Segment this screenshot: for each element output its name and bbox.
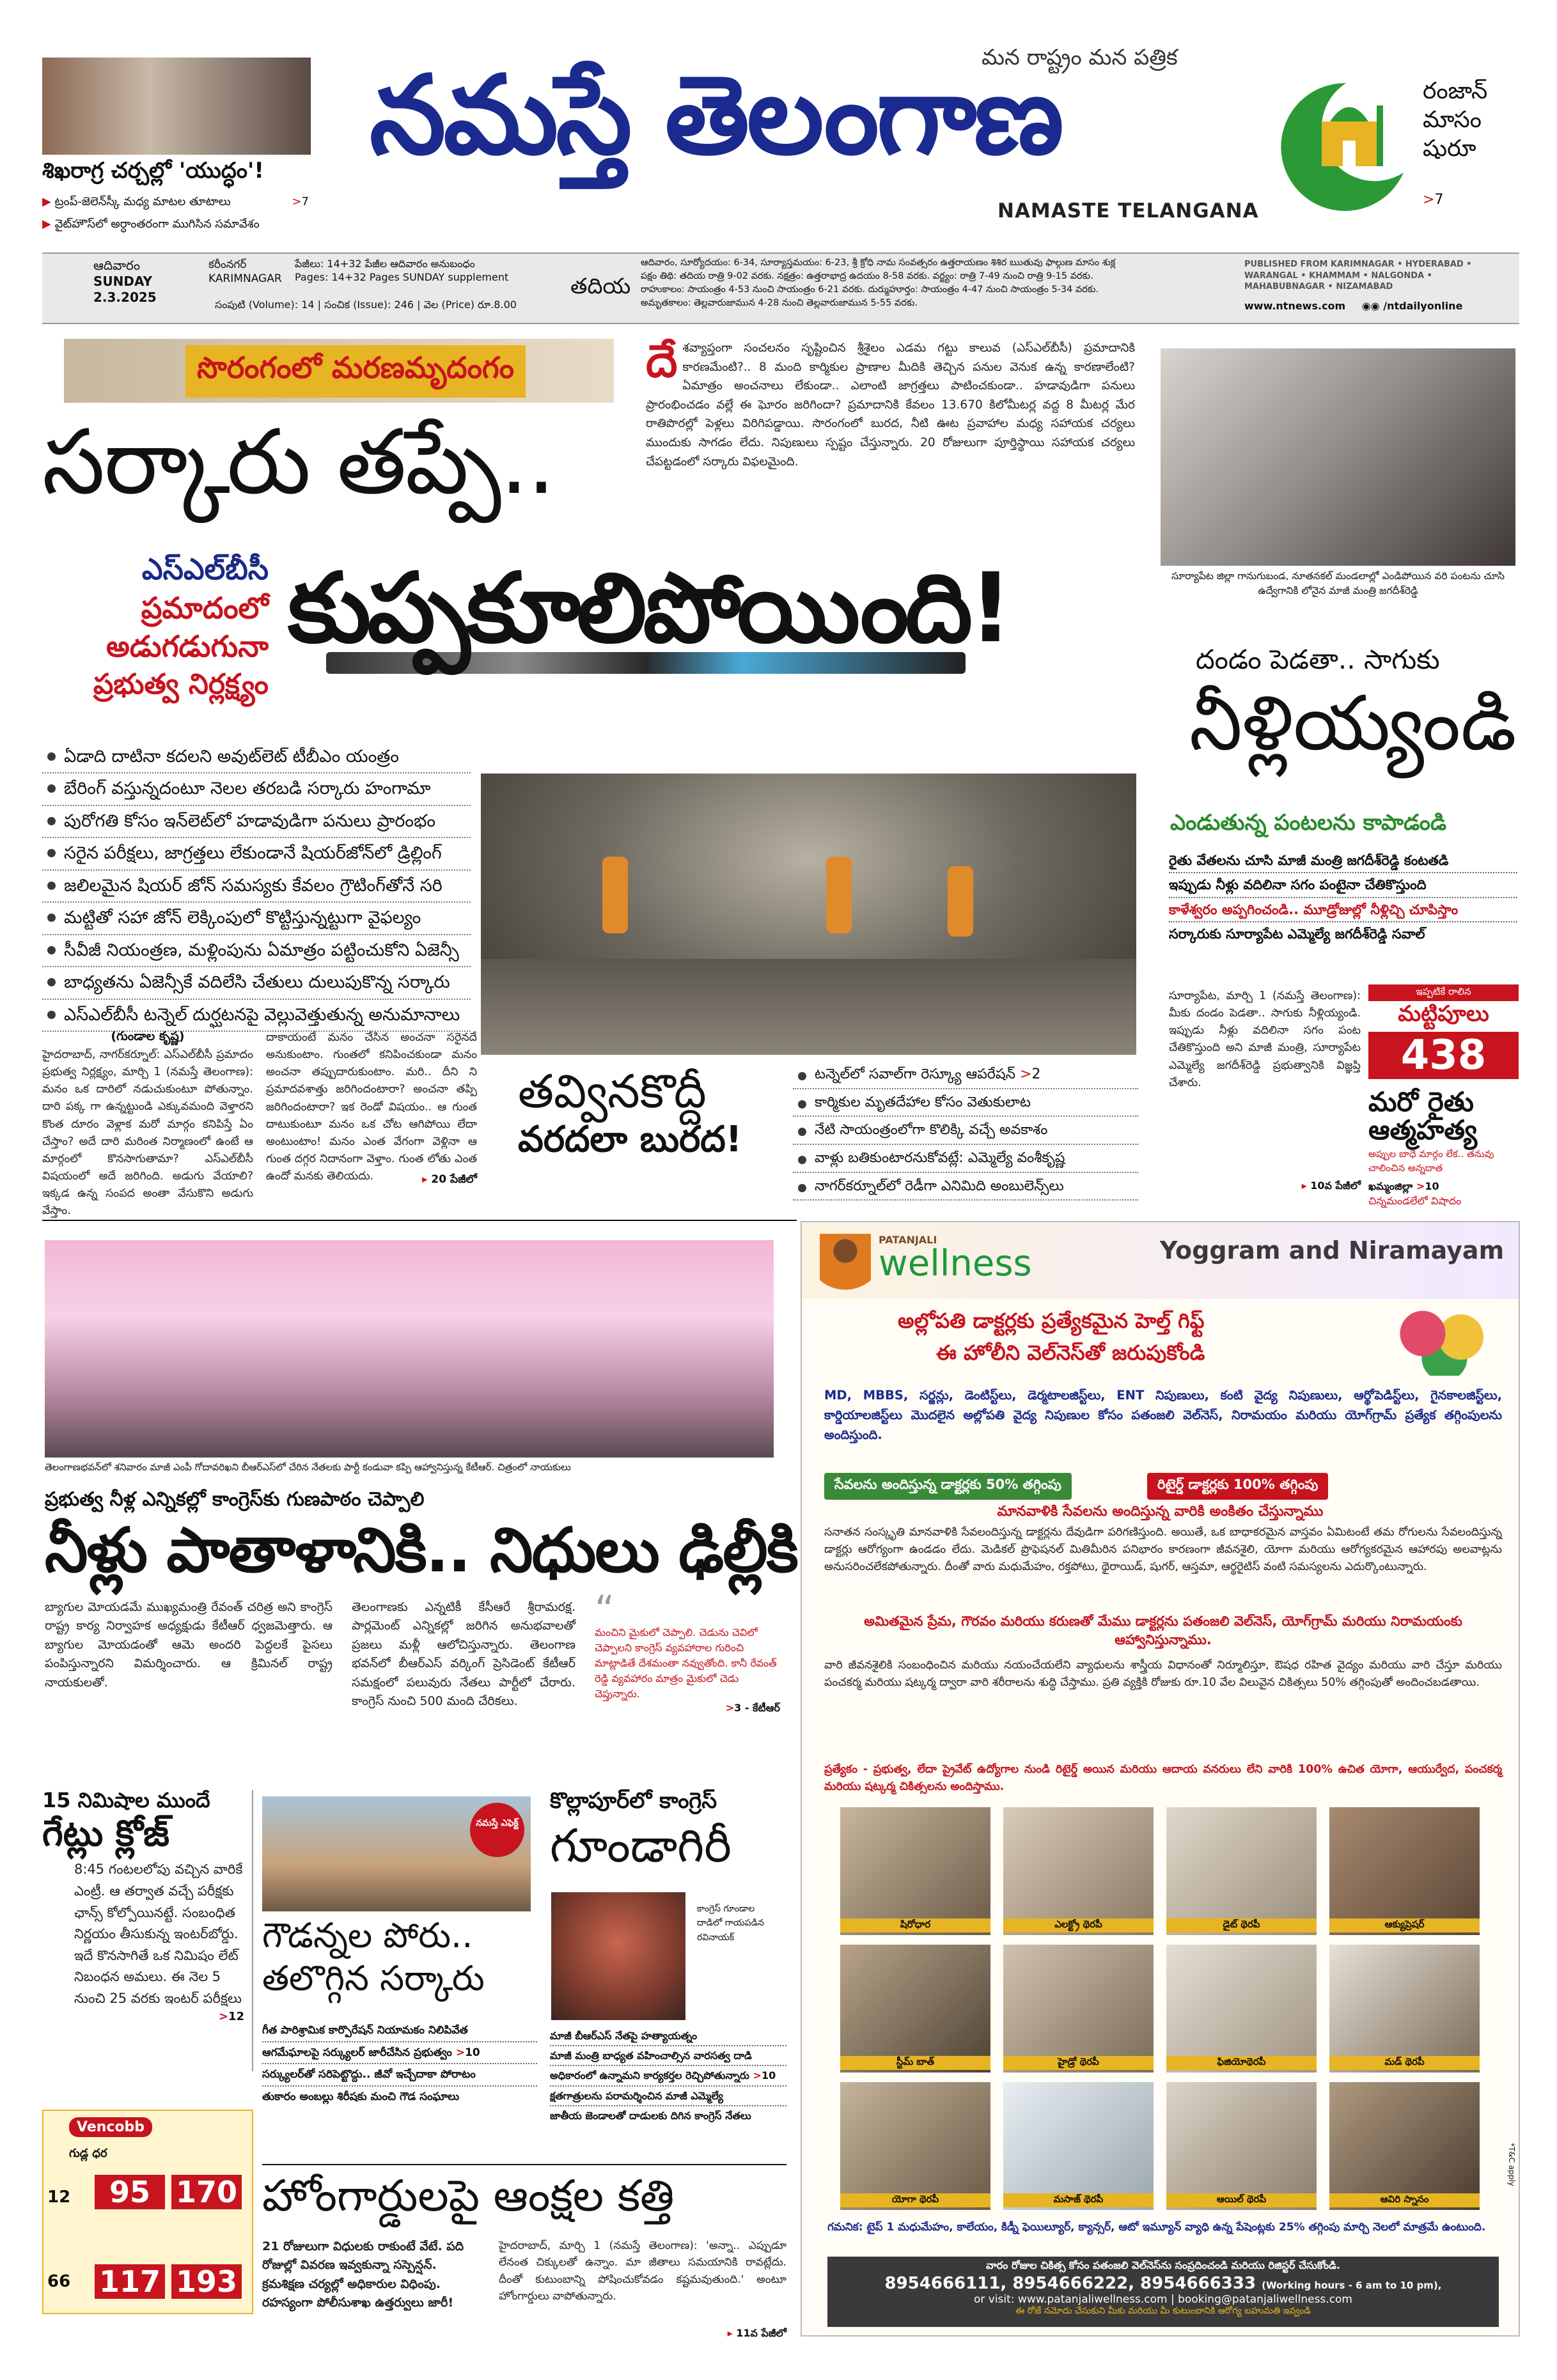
side-bullet: టన్నెల్‌లో సవాల్‌గా రెస్క్యూ ఆపరేషన్ >2	[793, 1061, 1138, 1089]
right-story-lines	[1169, 849, 1517, 946]
kolhapur-photo-caption: కాంగ్రెస్ గూండాల దాడిలో గాయపడిన రవినాయక్	[697, 1904, 764, 1943]
therapy-tile: మసాజ్ థెరపీ	[1003, 2082, 1154, 2210]
info-panchang: ఆదివారం, సూర్యోదయం: 6-34, సూర్యాస్తమయం: 6-23, శ్రీ క్రోధి నామ సంవత్సరం ఉత్తరాయణం శిశిర ఋతువు ఫాల్గుణ మాసం శుక్ల పక్షం తిథి: తదియ రాత్రి 9-02 వరకు. నక్షత్రం: ఉత్తరాభాద్ర ఉదయం 8-58 వరకు. వర్జ్యం: రాత్రి 7-49 నుంచి రాత్రి 9-15 వరకు. రాహుకాలం: సాయంత్రం 4-53 నుంచి సాయంత్రం 6-21 వరకు. దుర్ముహూర్తం: సాయంత్రం 4-47 నుంచి సాయంత్రం 5-34 వరకు. అమృతకాలం: తెల్లవారుజామున 4-28 నుంచి తెల్లవారుజామున 5-55 వరకు.	[641, 258, 1116, 309]
goudanna-line: తుకారం అంబల్లు శిరీషకు మంచి గౌడ సంఘాలు	[262, 2090, 460, 2103]
ad-pill-1: సేవలను అందిస్తున్న డాక్టర్లకు 50% తగ్గింపు	[824, 1473, 1072, 1500]
mosque-icon	[1276, 77, 1416, 217]
lead-bullet: మట్టితో సహా జోన్ లెక్కింపులో కొట్టిస్తున్నట్టుగా వైఫల్యం	[42, 903, 471, 935]
kolhapur-photo	[551, 1892, 685, 2020]
lead-continue[interactable]: ▸ 20 పేజీలో	[421, 1173, 477, 1186]
ad-title: Yoggram and Niramayam	[1160, 1236, 1505, 1264]
ad-para3: వారి జీవనశైలికి సంబంధించిన మరియు నయంచేయలేని వ్యాధులను శాస్త్రీయ విధానంతో నిర్మూలిస్తూ, ఔషధ రహిత వైద్యం మరియు వారి చేస్తూ మరియు పంచకర్మ మరియు షట్కర్మ ద్వారా వారి శరీరాలను శుద్ధి చేస్తాము. ప్రతి వ్యక్తికి రోజుకు రూ.10 వేల విలువైన చికిత్సలు 50% తగ్గింపుతో అందించబడతాయి.	[824, 1659, 1502, 1690]
brs-body	[45, 1587, 780, 1790]
ad-para4: ప్రత్యేకం - ప్రభుత్వ, లేదా ప్రైవేట్ ఉద్యోగాల నుండి రిటైర్డ్ అయిన మరియు ఆదాయ వనరులు లేని వారికి 100% ఉచిత యోగా, ఆయుర్వేద, పంచకర్మ మరియు షట్కర్మ చికిత్సలను అందిస్తాము.	[824, 1763, 1502, 1794]
brs-photo	[45, 1240, 774, 1458]
kolhapur-line: అధికారంలో ఉన్నామని కార్యకర్తల రెచ్చిపోతున్నారు >10	[550, 2066, 786, 2086]
info-pages: పేజీలు: 14+32 పేజీల ఆదివారం అనుబంధం Pages: 14+32 Pages SUNDAY supplement	[295, 258, 509, 283]
gates-box: 15 నిమిషాల ముందే గేట్లు క్లోజ్ 8:45 గంటలలోపు వచ్చిన వారికే ఎంట్రీ. ఆ తర్వాత వచ్చే పరీక్షకు ఛాన్స్ కోల్పోయినట్టే. సంబంధిత నిర్ణయం తీసుకున్న ఇంటర్‌బోర్డు. ఇదే కొనసాగితే ఒక నిమిషం లేట్ నిబంధన అమలు. ఈ నెల 5 నుంచి 25 వరకు ఇంటర్ పరీక్షలు >12	[42, 1790, 253, 2071]
ad-sub-1: మానవాళికి సేవలను అందిస్తున్న వారికి అంకితం చేస్తున్నాము	[997, 1504, 1324, 1520]
lead-bullet: సరైన పరీక్షలు, జాగ్రత్తలు లేకుండానే షియర్‌జోన్‌లో డ్రిల్లింగ్	[42, 838, 471, 870]
lead-body-col1: హైదరాబాద్, నాగర్‌కర్నూల్: ఎస్‌ఎల్‌బీసీ ప్రమాదం ప్రభుత్వ నిర్లక్ష్యం, మార్చి 1 (నమస్తే తెలంగాణ): మనం ఒక దారిలో నడుచుకుంటూ పోతున్నాం. దారి పక్క గా ఉన్నట్టుండి ఎక్కువమంది వెళ్తారని కొంత దూరం వెళ్లాక మరో మార్గం కనిపిస్తే ఏం చేస్తాం? అదే దారి మరింత నిర్మాణంలో ఉంటే ఆ మార్గంలో కొనసాగుతామా? ఎస్‌ఎల్‌బీసీ విషయంలో అదే జరిగింది. అడుగు వేయాలి? ఇక్కడ ఉన్న సంపద అంతా వేసుకొని అడుగు వేస్తాం.	[42, 1048, 253, 1218]
phone-numbers[interactable]: 8954666111, 8954666222, 8954666333	[884, 2274, 1256, 2293]
lead-bullet: ఎస్‌ఎల్‌బీసీ టన్నెల్ దుర్ఘటనపై వెల్లువెత్తుతున్న అనుమానాలు	[42, 1000, 471, 1032]
lead-bullets	[42, 742, 471, 1032]
masthead-title[interactable]: నమస్తే తెలంగాణ	[370, 52, 1061, 179]
lead-kicker	[64, 339, 614, 403]
kolhapur-kicker: కొల్లాపూర్‌లో కాంగ్రెస్	[550, 1788, 717, 1814]
ad-headline-2: ఈ హోలీని వెల్‌నెస్‌తో జరుపుకోండి	[936, 1341, 1205, 1365]
lead-bullet: జలిలమైన షియర్ జోన్ సమస్యకు కేవలం గ్రౌటింగ్‌తోనే సరి	[42, 871, 471, 903]
lead-intro-text: శవ్యాప్తంగా సంచలనం సృష్టించిన శ్రీశైలం ఎడమ గట్టు కాలువ (ఎస్‌ఎల్‌బీసీ) ప్రమాదానికి కారణమేంటి?.. 8 మంది కార్మికుల ప్రాణాల మీదికి తెచ్చిన పనుల వెనుక ఉన్న కారణాలేంటి? ఏమాత్రం అంచనాలు లేకుండా.. ఎలాంటి జాగ్రత్తలు పాటించకుండా.. హడావుడిగా పనులు ప్రారంభించడం వల్లే ఈ ఘోరం జరిగిందా? ప్రమాదానికి కేవలం 13.670 కిలోమీటర్ల వద్ద 8 మీటర్ల మేర రాతిపొరల్లో పెళ్లలు విరిగిపడ్డాయి. సొరంగంలో బురద, నీటి ఊట ప్రవాహాల మధ్య సహాయక చర్యలు ముందుకు సాగడం లేదు. నిపుణులు స్పష్టం చేస్తున్నారు. 20 రోజులుగా పూర్తిస్థాయి సహాయక చర్యలు చేపట్టడంలో సర్కారు విఫలమైంది.	[646, 341, 1135, 469]
teaser-headline[interactable]: శిఖరాగ్ర చర్చల్లో 'యుద్ధం'!	[42, 158, 264, 183]
teaser-line-2: ▶ వైట్‌హౌస్‌లో అర్ధాంతరంగా ముగిసిన సమావేశం	[42, 217, 260, 231]
brs-col2: తెలంగాణకు ఎన్నటికీ కేసీఆరే శ్రీరామరక్ష. పార్లమెంట్ ఎన్నికల్లో జరిగిన అనుభవాలతో ప్రజలు మళ్లీ ఆలోచిస్తున్నారు. తెలంగాణ భవన్‌లో బీఆర్ఎస్ వర్కింగ్ ప్రెసిడెంట్ కేటీఆర్ సమక్షంలో పలువురు నేతలు పార్టీలో చేరారు. కాంగ్రెస్ నుంచి 500 మంది చేరికలు.	[352, 1600, 575, 1709]
lead-headline-1[interactable]: సర్కారు తప్పే..	[42, 410, 554, 515]
lead-dropcap: దే	[646, 335, 678, 387]
goudanna-line: సర్క్యులర్‌తో సరిపెట్టొద్దు.. జీవో ఇచ్చేదాకా పోరాటం	[262, 2064, 537, 2087]
lead-bullet: బేరింగ్ వస్తున్నదంటూ నెలల తరబడి సర్కారు హంగామా	[42, 774, 471, 805]
section-divider	[42, 1220, 797, 1221]
ad-headline-1: అల్లోపతి డాక్టర్లకు ప్రత్యేకమైన హెల్త్ గిఫ్ట్	[898, 1309, 1205, 1333]
ramzan-label[interactable]: రంజాన్ మాసం షురూ	[1423, 78, 1488, 162]
ad-tc: *T&C apply	[1507, 2143, 1516, 2186]
info-day: ఆదివారం SUNDAY 2.3.2025	[93, 258, 157, 305]
therapy-tile: స్టీమ్ బాత్	[840, 1945, 990, 2073]
goudanna-badge: నమస్తే ఎఫెక్ట్	[470, 1803, 524, 1857]
masthead-tagline: మన రాష్ట్రం మన పత్రిక	[982, 45, 1178, 70]
lead-bullet: సీవీజీ నియంత్రణ, మళ్లింపును ఏమాత్రం పట్టించుకోని ఏజెన్సీ	[42, 935, 471, 967]
homeguards-col1: 21 రోజులుగా విధులకు రాకుంటే వేటే. పది రోజుల్లో వివరణ ఇవ్వకున్నా సస్పెన్షన్. క్రమశిక్షణ చర్యల్లో అధికారుల విధింపు. రహస్యంగా పోలీసుశాఖ ఉత్తర్వులు జారీ!	[262, 2239, 464, 2310]
kolhapur-lines	[550, 2026, 786, 2125]
brs-caption: తెలంగాణభవన్‌లో శనివారం మాజీ ఎంపీ గోదావరిఖని బీఆర్ఎస్‌లో చేరిన నేతలకు పార్టీ కండువా కప్పి ఆహ్వానిస్తున్న కేటీఆర్. చిత్రంలో నాయకులు	[45, 1461, 571, 1473]
masthead	[0, 0, 1557, 253]
side-bullet: నాగర్‌కర్నూల్‌లో రెడీగా ఎనిమిది అంబులెన్స్‌లు	[793, 1173, 1138, 1201]
goudanna-line: ఆగమేఘాలపై సర్క్యులర్ జారీచేసిన ప్రభుత్వం >10	[262, 2042, 537, 2065]
lead-byline: (గుండాల కృష్ణ)	[111, 1029, 185, 1043]
therapy-tile: ఫిజియోథెరపీ	[1166, 1945, 1317, 2073]
lead-side-bullets	[793, 1061, 1138, 1201]
goudanna-headline[interactable]: గౌడన్నల పోరు.. తలొగ్గిన సర్కారు	[262, 1915, 485, 1998]
yogi-icon	[820, 1234, 871, 1291]
right-story-body: సూర్యాపేట, మార్చి 1 (నమస్తే తెలంగాణ): మీకు దండం పెడతా.. సాగుకు నీళ్లియ్యండి. ఇప్పుడు నీళ్లు వదిలినా సగం పంట చేతికొస్తుంది అని మాజీ మంత్రి, సూర్యాపేట ఎమ్మెల్యే జగదీశ్‌రెడ్డి ప్రభుత్వానికి విజ్ఞప్తి చేశారు. ▸ 10వ పేజీలో	[1169, 990, 1361, 1192]
egg-v4: 193	[171, 2264, 242, 2299]
egg-v2: 170	[171, 2175, 242, 2209]
egg-v1: 95	[95, 2175, 165, 2209]
right-story-subhead: ఎండుతున్న పంటలను కాపాడండి	[1170, 810, 1447, 836]
homeguards-rule	[262, 2164, 786, 2165]
egg-price-box: Vencobb గుడ్ల ధర 12 95 170 66 117 193	[42, 2110, 253, 2314]
homeguards-headline[interactable]: హోంగార్డులపై ఆంక్షల కత్తి	[262, 2171, 675, 2221]
side-bullet: కార్మికుల మృతదేహాల కోసం వెతుకులాట	[793, 1089, 1138, 1117]
kolhapur-headline[interactable]: గూండాగిరీ	[550, 1819, 732, 1872]
right-story-photo	[1161, 348, 1515, 566]
teaser-line-1: ▶ ట్రంప్-జెలెన్‌స్కీ మధ్య మాటల తూటాలు >7	[42, 195, 309, 208]
therapy-tile: ఆయిల్ థెరపీ	[1166, 2082, 1317, 2210]
info-volume: సంపుటి (Volume): 14 | సంచిక (Issue): 246 | వెల (Price) రూ.8.00	[215, 299, 517, 311]
stat-value: 438	[1368, 1032, 1519, 1079]
side-bullet: నేటి సాయంత్రంలోగా కొలిక్కి వచ్చే అవకాశం	[793, 1117, 1138, 1145]
brs-col1: బ్యాగుల మోయడమే ముఖ్యమంత్రి రేవంత్ చరిత్ర అని కాంగ్రెస్ రాష్ట్ర కార్య నిర్వాహక అధ్యక్షుడు కేటీఆర్ ధ్వజమెత్తారు. ఆ బ్యాగుల మోయడంతో ఆమె అందరి పెద్దలకే పైసలు పంపిస్తున్నారని విమర్శించారు. ఆ క్రిమినల్ రాష్ట్ర నాయకులతో.	[45, 1600, 333, 1690]
therapy-tile: షిరోధార	[840, 1807, 990, 1935]
brs-kicker: ప్రభుత్వ నీళ్ల ఎన్నికల్లో కాంగ్రెస్‌కు గుణపాఠం చెప్పాలి	[45, 1488, 425, 1511]
lead-side-title: ఎస్‌ఎల్‌బీసీ ప్రమాదంలో అడుగడుగునా ప్రభుత్వ నిర్లక్ష్యం	[93, 552, 269, 701]
masthead-title-en: NAMASTE TELANGANA	[998, 199, 1259, 222]
teaser-photo	[42, 58, 311, 155]
homeguards-col2: హైదరాబాద్, మార్చి 1 (నమస్తే తెలంగాణ): 'అన్నా.. ఎప్పుడూ లేనంత చిక్కులతో ఉన్నాం. మా జీతాలు సమయానికి రావట్లేదు. దీంతో కుటుంబాన్ని పోషించుకోవడం కష్టమవుతుంది.' అంటూ హోంగార్డులు వాపోతున్నారు. ▸ 11వ పేజీలో	[499, 2239, 786, 2339]
therapy-tile: ఆక్యుప్రెషర్	[1329, 1807, 1480, 1935]
wellness-ad[interactable]	[801, 1221, 1520, 2337]
therapy-tile: ఆవిరి స్నానం	[1329, 2082, 1480, 2210]
ad-para2: సనాతన సంస్కృతి మానవాళికి సేవలందిస్తున్న డాక్టర్లను దేవుడిగా పరిగణిస్తుంది. అయితే, ఒక బాధాకరమైన వాస్తవం ఏమిటంటే తమ రోగులను సేవలందిస్తున్న డాక్టర్లు ఆరోగ్యంగా ఉండడం లేదు. మెడికల్ ప్రొఫెషనల్ మితిమీరిన పనిభారం కారణంగా జీవనశైలి, యోగా మరియు ఆరోగ్యకరమైన ఆహారపు అలవాట్లను అనుసరించలేకపోతున్నారు. దీంతో వారు మధుమేహం, రక్తపోటు, థైరాయిడ్, షుగర్, ఆస్తమా, ఆర్థరైటిస్ వంటి సమస్యలను ఎదుర్కొంటున్నారు.	[824, 1526, 1502, 1574]
right-line: రైతు వేతలను చూసి మాజీ మంత్రి జగదీశ్‌రెడ్డి కంటతడి	[1169, 849, 1517, 873]
right-line: ఇప్పుడు నీళ్లు వదిలినా సగం పంటైనా చేతికొస్తుంది	[1169, 873, 1517, 898]
therapy-tile: మడ్ థెరపీ	[1329, 1945, 1480, 2073]
ad-contact: వారం రోజుల చికిత్స కోసం పతంజలి వెల్‌నెస్‌ను సంప్రదించండి మరియు రిజిస్టర్ చేసుకోండి. 8954666111, 8954666222, 8954666333 (Working hours - 6 am to 10 pm), or visit: www.patanjaliwellness.com | booking@patanjaliwellness.com ఈ రోజే నమోదు చేసుకుని మీకు మరియు మీ కుటుంబానికి ఆరోగ్య బహుమతి ఇవ్వండి	[827, 2257, 1499, 2327]
gates-body: 8:45 గంటలలోపు వచ్చిన వారికే ఎంట్రీ. ఆ తర్వాత వచ్చే పరీక్షకు ఛాన్స్ కోల్పోయినట్టే. సంబంధిత నిర్ణయం తీసుకున్న ఇంటర్‌బోర్డు. ఇదే కొనసాగితే ఒక నిమిషం లేట్ నిబంధన అమలు. ఈ నెల 5 నుంచి 25 వరకు ఇంటర్ పరీక్షలు	[74, 1862, 243, 2006]
gates-headline[interactable]: గేట్లు క్లోజ్	[42, 1812, 169, 1855]
therapy-tile: యోగా థెరపీ	[840, 2082, 990, 2210]
therapy-tile: డైట్ థెరపీ	[1166, 1807, 1317, 1935]
lead-bullet: ఏడాది దాటినా కదలని అవుట్‌లెట్ టీబీఎం యంత్రం	[42, 742, 471, 774]
side-bullet: వాళ్లు బతికుంటారనుకోవట్లే: ఎమ్మెల్యే వంశీకృష్ణ	[793, 1145, 1138, 1173]
lead-body	[42, 1029, 477, 1218]
goudanna-lines	[262, 2020, 537, 2108]
kolhapur-line: మాజీ మంత్రి బాధ్యత వహించాల్సిన వారసత్వ దాడి	[550, 2046, 786, 2066]
lead-headline-2[interactable]: కుప్పకూలిపోయింది!	[288, 556, 1145, 748]
info-tithi: తదియ	[570, 274, 631, 299]
lead-bullet: పురోగతి కోసం ఇన్‌లెట్‌లో హడావుడిగా పనులు ప్రారంభం	[42, 806, 471, 838]
right-story-headline[interactable]: నీళ్లియ్యండి	[1189, 679, 1517, 767]
egg-brand: Vencobb	[69, 2117, 152, 2137]
lead-intro	[646, 335, 1135, 550]
info-published: PUBLISHED FROM KARIMNAGAR • HYDERABAD • WARANGAL • KHAMMAM • NALGONDA • MAHABUBNAGAR • NIZAMABAD	[1244, 260, 1472, 292]
stat-box: ఇప్పటికే రాలిన మట్టిపూలు 438 మరో రైతు ఆత్మహత్య అప్పుల బాధే మార్గం లేక.. తనువు చాలించిన అన్నదాత ఖమ్మంజిల్లా >10 చిన్నమండలేలో విషాదం	[1368, 984, 1519, 1209]
therapy-tile: హైడ్రో థెరపీ	[1003, 1945, 1154, 2073]
kolhapur-line: జాతీయ జెండాలతో దాడులకు దిగిన కాంగ్రెస్ నేతలు	[550, 2109, 751, 2122]
tunnel-photo	[481, 774, 1136, 1055]
ad-para1: MD, MBBS, సర్జన్లు, డెంటిస్ట్‌లు, డెర్మటాలజిస్ట్‌లు, ENT నిపుణులు, కంటి వైద్య నిపుణులు, ఆర్థోపెడిస్ట్‌లు, గైనకాలజిస్ట్‌లు, కార్డియాలజిస్ట్‌లు మొదలైన అల్లోపతి వైద్య నిపుణుల కోసం పతంజలి వెల్‌నెస్, నిరామయం మరియు యోగ్‌గ్రామ్ ప్రత్యేక తగ్గింపులను అందిస్తుంది.	[824, 1388, 1502, 1443]
right-story-caption: సూర్యాపేట జిల్లా గానుగుబండ, నూతనకల్ మండలాల్లో ఎండిపోయిన వరి పంటను చూసి ఉద్వేగానికి లోనైన మాజీ మంత్రి జగదీశ్‌రెడ్డి	[1171, 570, 1505, 597]
therapy-grid	[840, 1807, 1483, 2216]
brs-headline[interactable]: నీళ్లు పాతాళానికి.. నిధులు ఢిల్లీకి	[45, 1514, 797, 1586]
info-bar	[42, 253, 1519, 324]
ad-pill-2: రిటైర్డ్ డాక్టర్లకు 100% తగ్గింపు	[1147, 1473, 1328, 1500]
lead-bullet: బాధ్యతను ఏజెన్సీకే వదిలేసి చేతులు దులుపుకొన్న సర్కారు	[42, 967, 471, 999]
right-line: సర్కారుకు సూర్యాపేట ఎమ్మెల్యే జగదీశ్‌రెడ్డి సవాల్	[1169, 926, 1425, 942]
gates-kicker: 15 నిమిషాల ముందే	[42, 1788, 210, 1812]
kolhapur-line: క్షతగాత్రులను పరామర్శించిన మాజీ ఎమ్మెల్యే	[550, 2087, 786, 2106]
ramzan-page: >7	[1423, 192, 1444, 208]
lead-subhead: తవ్వినకొద్దీ వరదలా బురద!	[518, 1064, 742, 1160]
info-website[interactable]: www.ntnews.com ◉◉ /ntdailyonline	[1244, 300, 1463, 312]
right-line: కాళేశ్వరం అప్పగించండి.. మూడ్రోజుల్లో నీళ్లిచ్చి చూపిస్తాం	[1169, 898, 1517, 922]
therapy-tile: ఎలక్ట్రో థెరపీ	[1003, 1807, 1154, 1935]
lead-body-col2: దాకాయంటే మనం చేసిన అంచనా సరైనదే అనుకుంటాం. గుంతలో కనిపించకుండా మనం అంచనా తప్పుదారుకుంటాం. మరి.. దీని ని ప్రమాదవశాత్తు జరిగిందంటారా? అంచనా తప్పి జరిగిందంటారా? ఇక రెండో విషయం.. ఆ గుంత దాటుకుంటూ మనం ఒక చోట ఆగిపోయి లేదా అంటుంటాం! మనం ఎంత వేగంగా వెళ్లినా ఆ గుంత దగ్గర నిదానంగా వెళ్తాం. గుంత లోతు ఎంత ఉందో మనకు తెలియదు.	[266, 1031, 477, 1183]
goudanna-line: గీత పారిశ్రామిక కార్పొరేషన్ నియామకం నిలిపివేత	[262, 2020, 537, 2042]
holi-powder-icon	[1390, 1305, 1499, 1376]
lead-kicker-text: సొరంగంలో మరణమృదంగం	[185, 345, 526, 398]
kolhapur-line: మాజీ బీఆర్ఎస్ నేతపై హత్యాయత్నం	[550, 2026, 786, 2046]
ad-sub-2: అమితమైన ప్రేమ, గౌరవం మరియు కరుణతో మేము డాక్టర్లను పతంజలి వెల్‌నెస్, యోగ్‌గ్రామ్ మరియు నిరామయంకు ఆహ్వానిస్తున్నాము.	[864, 1614, 1462, 1648]
brs-quote: “ మంచిని మైకులో చెప్పాలి. చెడును చెవిలో చెప్పాలని కాంగ్రెస్ వ్యవహారాల గురించి మాట్లాడితే దేశమంతా నవ్వుతోంది. కానీ రేవంత్ రెడ్డి వ్యవహారం మాత్రం మైకులో చెడు చెప్తున్నారు. >3 - కేటీఆర్	[595, 1587, 780, 1714]
social-icon: ◉◉	[1361, 300, 1380, 312]
ad-note: గమనిక: టైప్ 1 మధుమేహం, కాలేయం, కిడ్నీ ఫెయిల్యూర్, క్యాన్సర్, ఆటో ఇమ్యూన్ వ్యాధి ఉన్న పేషెంట్లకు 25% తగ్గింపు మార్చి నెలలో మాత్రమే ఉంటుంది.	[827, 2221, 1486, 2234]
ad-brand: PATANJALI wellness	[879, 1234, 1032, 1284]
ad-web[interactable]: or visit: www.patanjaliwellness.com | booking@patanjaliwellness.com	[973, 2293, 1352, 2306]
right-story-kicker: దండం పెడతా.. సాగుకు	[1196, 644, 1440, 675]
info-city: కరీంనగర్ KARIMNAGAR	[208, 258, 282, 286]
egg-v3: 117	[95, 2264, 165, 2299]
